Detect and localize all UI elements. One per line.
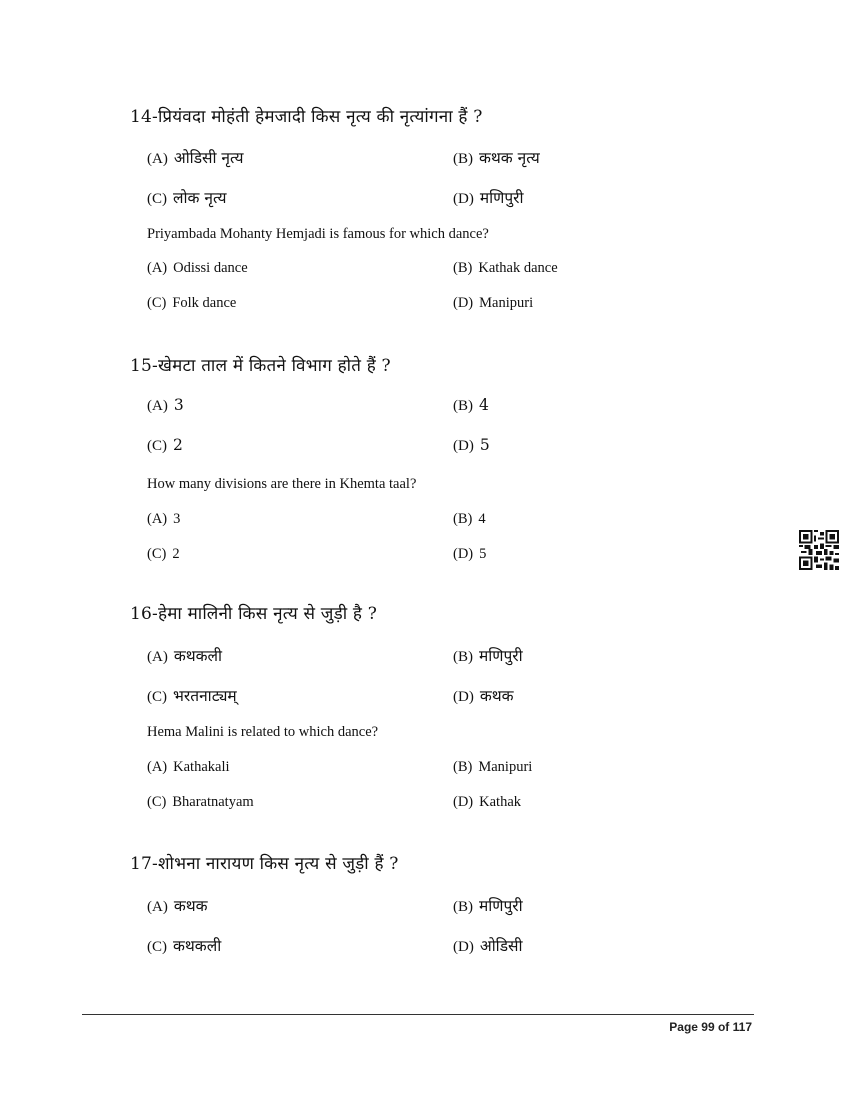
q16-english-option-a: (A) Kathakali [147,759,230,775]
q16-hindi-option-b: (B) मणिपुरी [453,647,523,665]
q16-english-option-c: (C) Bharatnatyam [147,794,254,810]
q15-hindi-option-b: (B) 4 [453,396,489,414]
question-16-english: Hema Malini is related to which dance? [147,724,379,740]
q17-hindi-option-d: (D) ओडिसी [453,937,523,955]
q15-hindi-option-c: (C) 2 [147,436,183,454]
q16-hindi-option-a: (A) कथकली [147,647,223,665]
q14-hindi-option-a: (A) ओडिसी नृत्य [147,149,244,167]
question-17-hindi: 17-शोभना नारायण किस नृत्य से जुड़ी हैं ? [130,854,399,874]
q16-hindi-option-d: (D) कथक [453,687,514,705]
q14-english-option-b: (B) Kathak dance [453,260,558,276]
q17-hindi-option-c: (C) कथकली [147,937,222,955]
q15-english-option-a: (A) 3 [147,511,181,527]
qr-code-icon [799,530,839,570]
q14-hindi-option-b: (B) कथक नृत्य [453,149,540,167]
question-16-hindi: 16-हेमा मालिनी किस नृत्य से जुड़ी है ? [130,604,378,624]
page-number: Page 99 of 117 [669,1020,752,1034]
question-15-english: How many divisions are there in Khemta taal? [147,476,417,492]
q14-english-option-a: (A) Odissi dance [147,260,248,276]
footer-divider [82,1014,754,1015]
q14-english-option-c: (C) Folk dance [147,295,237,311]
question-14-english: Priyambada Mohanty Hemjadi is famous for which dance? [147,226,489,242]
q17-hindi-option-b: (B) मणिपुरी [453,897,523,915]
q15-english-option-d: (D) 5 [453,546,487,562]
q16-english-option-d: (D) Kathak [453,794,522,810]
q16-english-option-b: (B) Manipuri [453,759,533,775]
q15-english-option-b: (B) 4 [453,511,486,527]
q14-hindi-option-c: (C) लोक नृत्य [147,189,227,207]
question-14-hindi: 14-प्रियंवदा मोहंती हेमजादी किस नृत्य की नृत्यांगना हैं ? [130,107,483,127]
q16-hindi-option-c: (C) भरतनाट्यम् [147,687,237,705]
q15-hindi-option-a: (A) 3 [147,396,184,414]
q14-hindi-option-d: (D) मणिपुरी [453,189,524,207]
q15-english-option-c: (C) 2 [147,546,180,562]
q14-english-option-d: (D) Manipuri [453,295,534,311]
q15-hindi-option-d: (D) 5 [453,436,490,454]
q17-hindi-option-a: (A) कथक [147,897,208,915]
question-15-hindi: 15-खेमटा ताल में कितने विभाग होते हैं ? [130,356,391,376]
